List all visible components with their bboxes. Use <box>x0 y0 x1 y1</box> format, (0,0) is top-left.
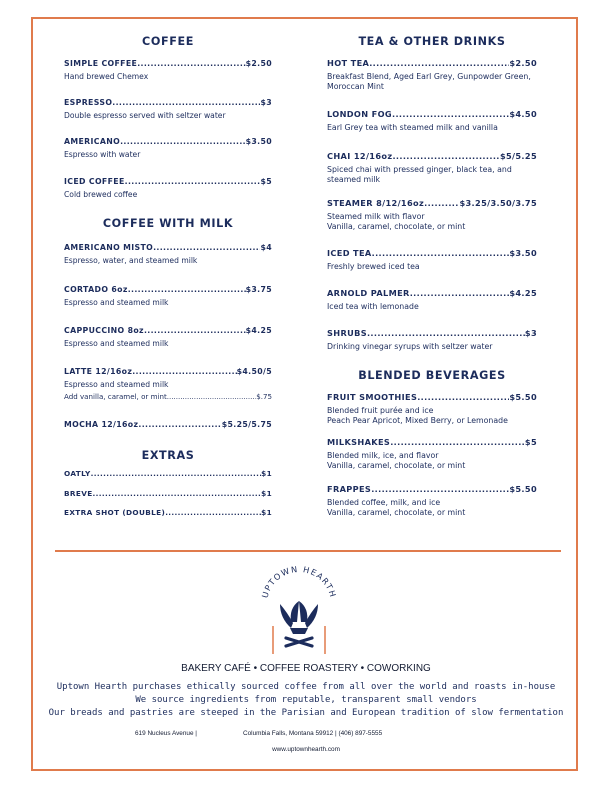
item-price: $4.25 <box>509 288 537 298</box>
item-name: HOT TEA <box>327 58 370 68</box>
item-flavors: Vanilla, caramel, chocolate, or mint <box>327 460 466 470</box>
item-name: MOCHA 12/16oz <box>64 420 139 429</box>
item-description: Hand brewed Chemex <box>64 72 149 81</box>
item-price: $3.50 <box>245 137 272 146</box>
item-name: AMERICANO MISTO <box>64 243 154 252</box>
item-description: Cold brewed coffee <box>64 190 138 199</box>
menu-item-frappes <box>327 484 537 517</box>
item-name: MILKSHAKES <box>327 437 391 447</box>
item-description: Espresso and steamed milk <box>64 339 169 348</box>
menu-item-mocha <box>64 419 272 430</box>
item-name: STEAMER 8/12/16oz <box>327 198 425 208</box>
item-description: Earl Grey tea with steamed milk and vanilla <box>327 123 498 132</box>
item-name: LATTE 12/16oz <box>64 367 133 376</box>
item-price: $1 <box>261 508 272 517</box>
coffee-with-milk-heading: COFFEE WITH MILK <box>102 217 234 230</box>
item-name: SIMPLE COFFEE <box>64 59 138 68</box>
item-price: $5.50 <box>509 484 537 494</box>
item-name: CORTADO 6oz <box>64 285 128 294</box>
item-name: ICED COFFEE <box>64 177 125 186</box>
item-price: $5/5.25 <box>499 151 537 161</box>
item-name: SHRUBS <box>327 328 367 338</box>
menu-item-cortado <box>64 284 272 308</box>
item-price: $2.50 <box>245 59 272 68</box>
item-description: Spiced chai with pressed ginger, black tea, and steamed milk <box>327 165 512 184</box>
item-name: BREVE <box>64 489 93 498</box>
item-description: Espresso with water <box>64 150 141 159</box>
item-name: LONDON FOG <box>327 109 392 119</box>
menu-item-extra-shot <box>64 507 272 518</box>
about-line-3: Our breads and pastries are steeped in the Parisian and European tradition of slow fermentation <box>48 708 564 718</box>
item-description: Steamed milk with flavor <box>327 212 425 221</box>
crossed-logs-icon <box>286 638 312 646</box>
item-price: $5.25/5.75 <box>221 420 272 429</box>
item-description: Espresso, water, and steamed milk <box>64 256 198 265</box>
website-link[interactable]: www.uptownhearth.com <box>272 746 340 753</box>
item-name: AMERICANO <box>64 137 121 146</box>
menu-item-breve <box>64 488 272 499</box>
item-name: ARNOLD PALMER <box>327 288 410 298</box>
item-price: $4.25 <box>245 326 272 335</box>
menu-item-oatly <box>64 468 272 479</box>
item-description: Double espresso served with seltzer water <box>64 111 226 120</box>
menu-item-hot-tea <box>327 58 537 91</box>
menu-item-cappuccino <box>64 325 272 349</box>
menu-item-arnold-palmer <box>327 288 537 312</box>
item-price: $4.50 <box>509 109 537 119</box>
item-price: $1 <box>261 489 272 498</box>
menu-item-latte <box>64 366 272 402</box>
item-price: $3 <box>524 328 537 338</box>
menu-item-milkshakes <box>327 437 537 470</box>
item-description: Breakfast Blend, Aged Earl Grey, Gunpowder Green, Moroccan Mint <box>327 72 531 91</box>
item-price: $4.50/5 <box>236 367 272 376</box>
item-description: Freshly brewed iced tea <box>327 262 420 271</box>
item-price: $5.50 <box>509 392 537 402</box>
extras-heading: EXTRAS <box>141 449 195 462</box>
item-description: Drinking vinegar syrups with seltzer water <box>327 342 493 351</box>
leaf-center-left <box>291 601 299 622</box>
item-price: $5 <box>524 437 537 447</box>
menu-item-fruit-smoothies <box>327 392 537 425</box>
item-description: Espresso and steamed milk <box>64 298 169 307</box>
item-price: $5 <box>260 177 272 186</box>
item-flavors: Vanilla, caramel, chocolate, or mint <box>327 507 466 517</box>
item-description: Espresso and steamed milk <box>64 380 169 389</box>
item-price: $2.50 <box>509 58 537 68</box>
addon-price: $.75 <box>256 391 272 401</box>
item-name: EXTRA SHOT (DOUBLE) <box>64 508 166 517</box>
menu-item-simple-coffee <box>64 58 272 82</box>
item-price: $3.50 <box>509 248 537 258</box>
coffee-heading: COFFEE <box>142 35 194 48</box>
footer-divider <box>55 550 561 552</box>
about-line-2: We source ingredients from reputable, transparent small vendors <box>135 695 477 705</box>
item-description: Blended coffee, milk, and ice <box>327 498 441 507</box>
menu-item-americano-misto <box>64 242 272 266</box>
addon-label: Add vanilla, caramel, or mint <box>64 391 167 401</box>
item-price: $3 <box>260 98 272 107</box>
logo-base <box>290 628 308 634</box>
item-name: ICED TEA <box>327 248 372 258</box>
menu-item-americano <box>64 136 272 160</box>
item-price: $1 <box>261 469 272 478</box>
item-name: CHAI 12/16oz <box>327 151 393 161</box>
blended-heading: BLENDED BEVERAGES <box>358 369 506 382</box>
menu-item-steamer <box>327 198 537 231</box>
item-price: $3.25/3.50/3.75 <box>459 198 537 208</box>
item-name: ESPRESSO <box>64 98 113 107</box>
item-name: OATLY <box>64 469 91 478</box>
street-address: 619 Nucleus Avenue | <box>135 730 197 737</box>
menu-item-iced-tea <box>327 248 537 272</box>
item-description: Blended fruit purée and ice <box>327 406 434 415</box>
logo-arc-text: UPTOWN HEARTH <box>259 564 339 600</box>
menu-item-chai <box>327 151 537 184</box>
menu-item-shrubs <box>327 328 537 352</box>
item-flavors: Peach Pear Apricot, Mixed Berry, or Lemonade <box>327 415 508 425</box>
menu-item-espresso <box>64 97 272 121</box>
about-line-1: Uptown Hearth purchases ethically sourced coffee from all over the world and roasts in-house <box>56 682 556 692</box>
item-flavors: Vanilla, caramel, chocolate, or mint <box>327 221 466 231</box>
item-description: Iced tea with lemonade <box>327 302 419 311</box>
item-name: FRUIT SMOOTHIES <box>327 392 418 402</box>
item-description: Blended milk, ice, and flavor <box>327 451 439 460</box>
city-phone: Columbia Falls, Montana 59912 | (406) 897-5555 <box>243 730 383 737</box>
menu-item-iced-coffee <box>64 176 272 200</box>
latte-addon <box>64 392 272 402</box>
leaf-center-right <box>299 601 307 622</box>
item-price: $4 <box>260 243 272 252</box>
item-price: $3.75 <box>245 285 272 294</box>
item-name: CAPPUCCINO 8oz <box>64 326 144 335</box>
item-name: FRAPPES <box>327 484 372 494</box>
uptown-hearth-logo <box>258 564 340 656</box>
tagline: BAKERY CAFÉ • COFFEE ROASTERY • COWORKING <box>181 663 431 674</box>
menu-item-london-fog <box>327 109 537 133</box>
tea-heading: TEA & OTHER DRINKS <box>358 35 506 48</box>
